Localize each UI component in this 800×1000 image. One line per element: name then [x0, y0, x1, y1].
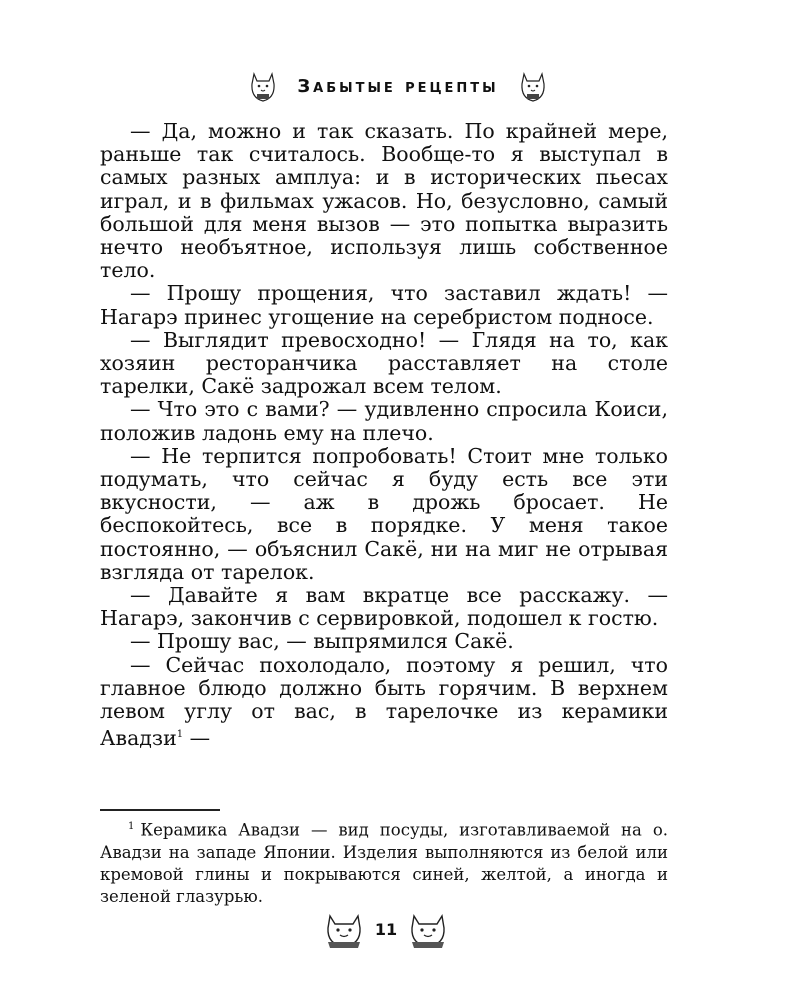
paragraph: — Что это с вами? — удивленно спросила Коиси, положив ладонь ему на плечо. — [100, 397, 668, 445]
footnote-reference[interactable]: 1 — [176, 729, 184, 741]
page-footer — [0, 908, 800, 952]
paragraph-text: — Сейчас похолодало, поэтому я решил, что главное блюдо должно быть горячим. В верхнем левом углу от вас, в тарелочке из керамики Авадзи — [100, 652, 668, 751]
page-number: 11 — [374, 920, 398, 939]
footnote — [100, 816, 668, 908]
paragraph: — Да, можно и так сказать. По крайней мере, раньше так считалось. Вообще-то я выступал в самых разных амплуа: и в исторических пьесах играл, и в фильмах ужасов. Но, безусловно, самый большой для меня вызов — это попытка выразить нечто необъятное, используя лишь собственное тело. — [100, 119, 668, 283]
cat-emblem-icon — [406, 908, 450, 950]
footnote-divider — [100, 809, 220, 811]
footnote-marker: 1 — [128, 821, 135, 832]
cat-emblem-icon — [322, 908, 366, 950]
paragraph: — Прошу вас, — выпрямился Сакё. — [130, 629, 514, 654]
paragraph: — Прошу прощения, что заставил ждать! — Нагарэ принес угощение на серебристом подносе. — [100, 281, 668, 329]
paragraph — [100, 654, 668, 751]
paragraph: — Давайте я вам вкратце все расскажу. — Нагарэ, закончив с сервировкой, подошел к гостю. — [100, 583, 668, 631]
lucky-cat-icon — [248, 68, 278, 104]
lucky-cat-icon — [518, 68, 548, 104]
body-text — [100, 120, 668, 750]
running-header — [0, 68, 800, 108]
paragraph: — Выглядит превосходно! — Глядя на то, как хозяин ресторанчика расставляет на столе тарелки, Сакё задрожал всем телом. — [100, 327, 668, 399]
paragraph-tail: — — [183, 726, 211, 751]
book-title: Забытые рецепты — [297, 76, 499, 97]
footnote-text: Керамика Авадзи — вид посуды, изготавливаемой на о. Авадзи на западе Японии. Изделия выполняются из белой или кремовой глины и покрываются синей, желтой, а иногда и зеленой глазурью. — [100, 820, 668, 906]
paragraph: — Не терпится попробовать! Стоит мне только подумать, что сейчас я буду есть все эти вкусности, — аж в дрожь бросает. Не беспокойтесь, все в порядке. У меня такое постоянно, — объяснил Сакё, ни на миг не отрывая взгляда от тарелок. — [100, 443, 668, 584]
